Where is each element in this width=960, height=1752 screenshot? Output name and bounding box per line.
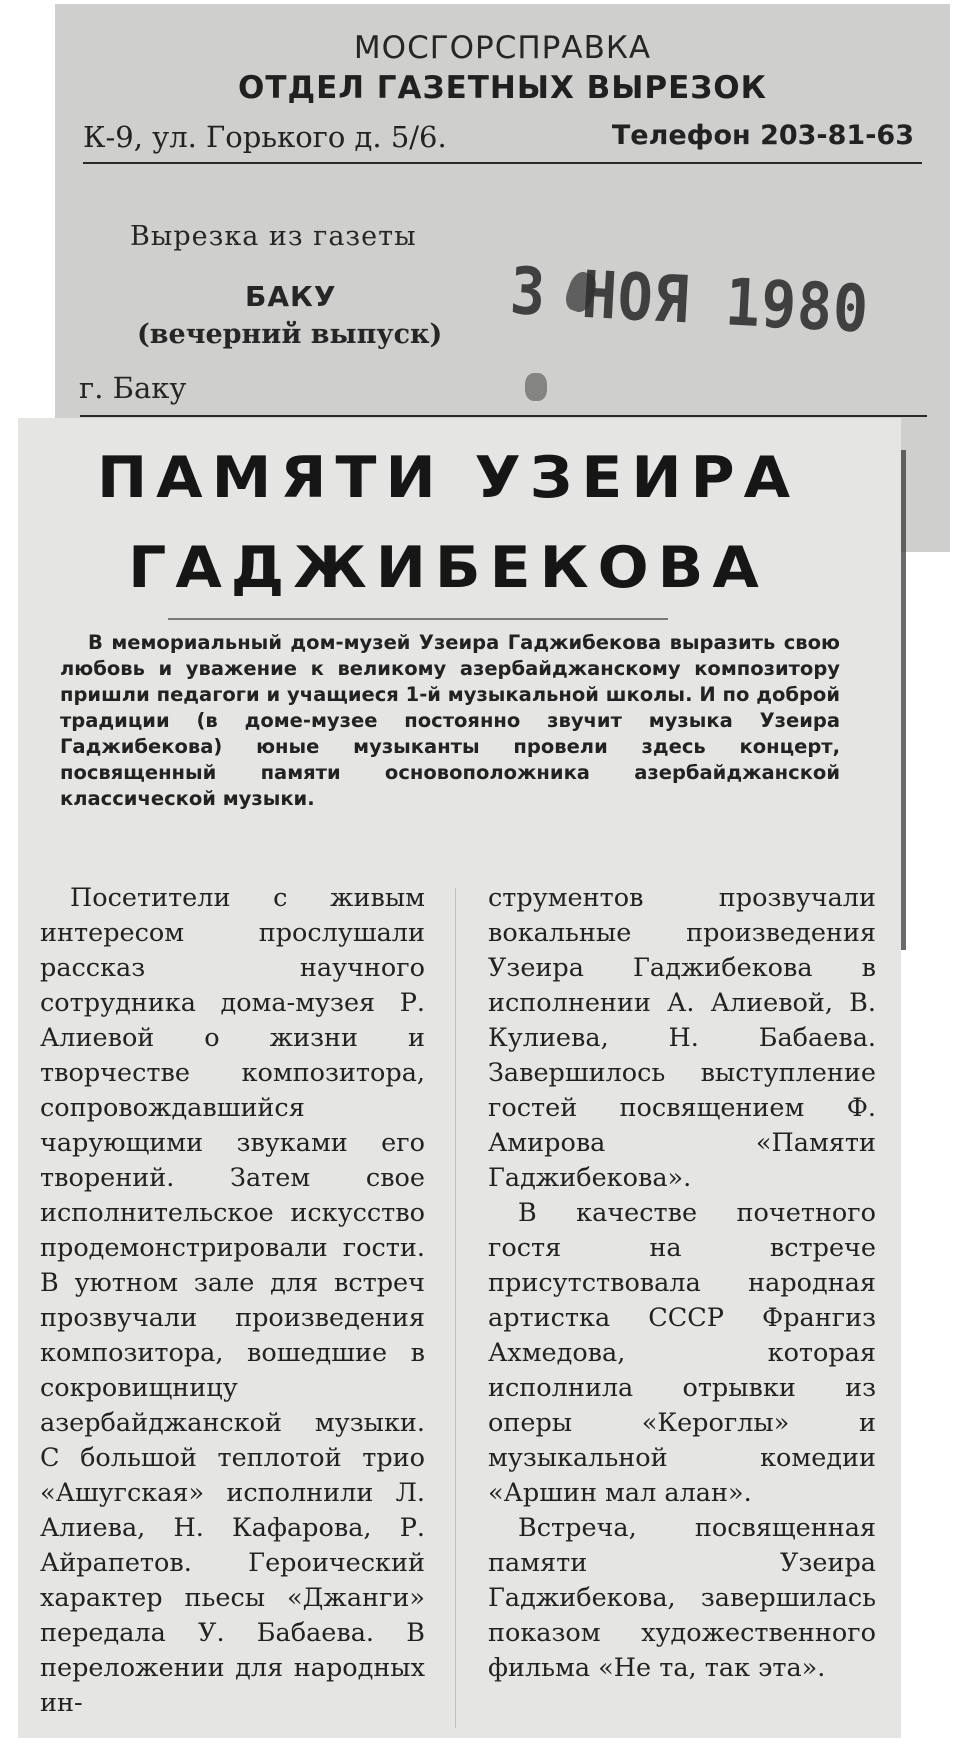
date-stamp: 3 НОЯ 1980 xyxy=(508,252,871,348)
ink-smudge xyxy=(525,373,547,401)
bureau-phone: Телефон 203-81-63 xyxy=(611,120,914,151)
lead-divider xyxy=(168,618,668,620)
newspaper-city: г. Баку xyxy=(79,371,187,405)
paragraph: Посетители с живым интересом прослушали рассказ научного сотрудника дома-музея Р. Алиевой о жизни и творчестве композитора, сопровождавшийся чарующими звуками его творений. Затем свое исполнительское искусство продемонстрировали гости. В уютном зале для встреч прозвучали произведения композитора, вошедшие в сокровищницу азербайджанской музыки. С большой теплотой трио «Ашугская» исполнили Л. Алиева, Н. Кафарова, Р. Айрапетов. Героический характер пьесы «Джанги» передала У. Бабаева. В переложении для народных ин- xyxy=(40,883,425,1718)
paragraph: В качестве почетного гостя на встрече присутствовала народная артистка СССР Франгиз Ахмедова, которая исполнила отрывки из оперы «Кероглы» и музыкальной комедии «Аршин мал алан». xyxy=(488,1198,876,1508)
article-column-left xyxy=(40,881,425,1721)
article-column-right xyxy=(488,881,876,1686)
headline-line-2: ГАДЖИБЕКОВА xyxy=(128,534,768,602)
divider-rule xyxy=(83,162,922,164)
newspaper-clipping xyxy=(18,418,901,1738)
newspaper-edition: (вечерний выпуск) xyxy=(137,319,443,350)
source-label: Вырезка из газеты xyxy=(130,221,417,252)
clipping-edge xyxy=(901,450,906,950)
paragraph: струментов прозвучали вокальные произведения Узеира Гаджибекова в исполнении А. Алиевой, В. Кулиева, Н. Бабаева. Завершилось выступление гостей посвящением Ф. Амирова «Памяти Гаджибекова». xyxy=(488,883,876,1193)
newspaper-name: БАКУ xyxy=(245,280,337,313)
paragraph: Встреча, посвященная памяти Узеира Гаджибекова, завершилась показом художественного фильма «Не та, так эта». xyxy=(488,1513,876,1683)
article-lead: В мемориальный дом-музей Узеира Гаджибекова выразить свою любовь и уважение к великому азербайджанскому композитору пришли педагоги и учащиеся 1-й музыкальной школы. И по доброй традиции (в доме-музее постоянно звучит музыка Узеира Гаджибекова) юные музыканты провели здесь концерт, посвященный памяти основоположника азербайджанской классической музыки. xyxy=(60,631,840,810)
bureau-address: К-9, ул. Горького д. 5/6. xyxy=(83,120,447,154)
bureau-name: МОСГОРСПРАВКА xyxy=(353,30,652,66)
column-divider xyxy=(455,888,456,1728)
bureau-department: ОТДЕЛ ГАЗЕТНЫХ ВЫРЕЗОК xyxy=(237,70,768,106)
divider-rule xyxy=(80,415,927,417)
headline-line-1: ПАМЯТИ УЗЕИРА xyxy=(96,444,800,512)
